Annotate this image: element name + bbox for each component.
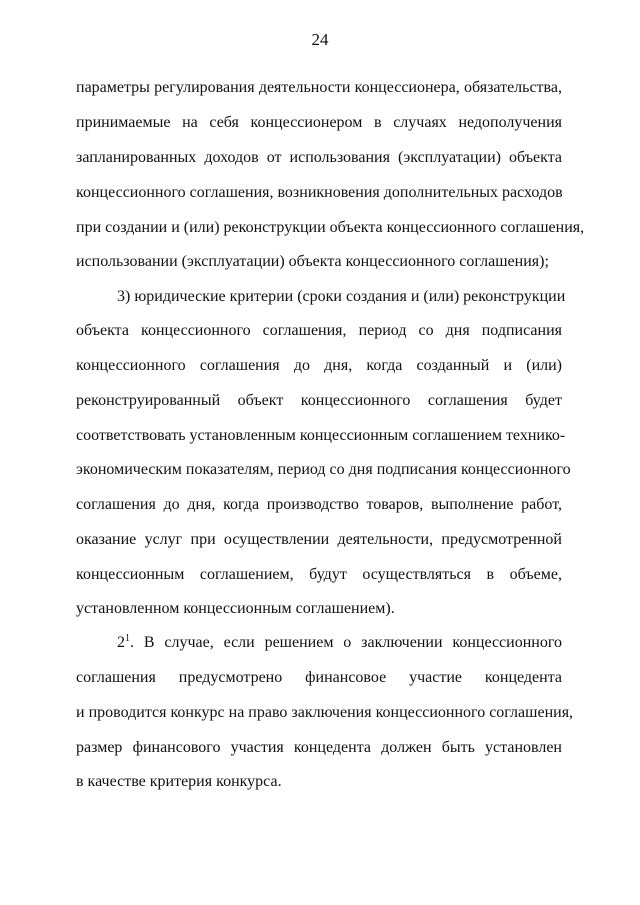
paragraph-3-line-4: размер финансового участия концедента должен быть установлен xyxy=(76,739,562,756)
paragraph-2-line-6: экономическим показателям, период со дня подписания концессионного xyxy=(76,461,571,478)
paragraph-3-line-1 xyxy=(117,633,562,653)
paragraph-2-line-9: концессионным соглашением, будут осуществляться в объеме, xyxy=(76,566,562,583)
paragraph-2-line-4: реконструированный объект концессионного соглашения будет xyxy=(76,392,562,409)
paragraph-2-line-2: объекта концессионного соглашения, период со дня подписания xyxy=(76,322,562,339)
item-number-superscript: 1 xyxy=(125,633,130,644)
paragraph-1-line-6: использовании (эксплуатации) объекта концессионного соглашения); xyxy=(76,253,549,270)
paragraph-3-line-2: соглашения предусмотрено финансовое участие концедента xyxy=(76,669,562,686)
paragraph-2-line-7: соглашения до дня, когда производство товаров, выполнение работ, xyxy=(76,496,562,513)
paragraph-3-line-1-text: . В случае, если решением о заключении концессионного xyxy=(130,634,562,651)
paragraph-1-line-1: параметры регулирования деятельности концессионера, обязательства, xyxy=(76,79,562,96)
paragraph-2-line-5: соответствовать установленным концессионным соглашением технико- xyxy=(76,427,566,444)
paragraph-1-line-5: при создании и (или) реконструкции объекта концессионного соглашения, xyxy=(76,219,585,236)
paragraph-3-line-5: в качестве критерия конкурса. xyxy=(76,773,282,790)
paragraph-1-line-3: запланированных доходов от использования (эксплуатации) объекта xyxy=(76,149,562,166)
page-number: 24 xyxy=(311,30,329,49)
paragraph-2-line-10: установленном концессионным соглашением). xyxy=(76,600,395,617)
paragraph-2-line-3: концессионного соглашения до дня, когда созданный и (или) xyxy=(76,357,562,374)
item-number: 2 xyxy=(117,634,125,651)
paragraph-1-line-2: принимаемые на себя концессионером в случаях недополучения xyxy=(76,114,562,131)
paragraph-1-line-4: концессионного соглашения, возникновения дополнительных расходов xyxy=(76,184,563,201)
paragraph-3-line-3: и проводится конкурс на право заключения концессионного соглашения, xyxy=(76,704,574,721)
paragraph-2-line-8: оказание услуг при осуществлении деятельности, предусмотренной xyxy=(76,531,562,548)
paragraph-2-line-1: 3) юридические критерии (сроки создания и (или) реконструкции xyxy=(117,288,566,305)
